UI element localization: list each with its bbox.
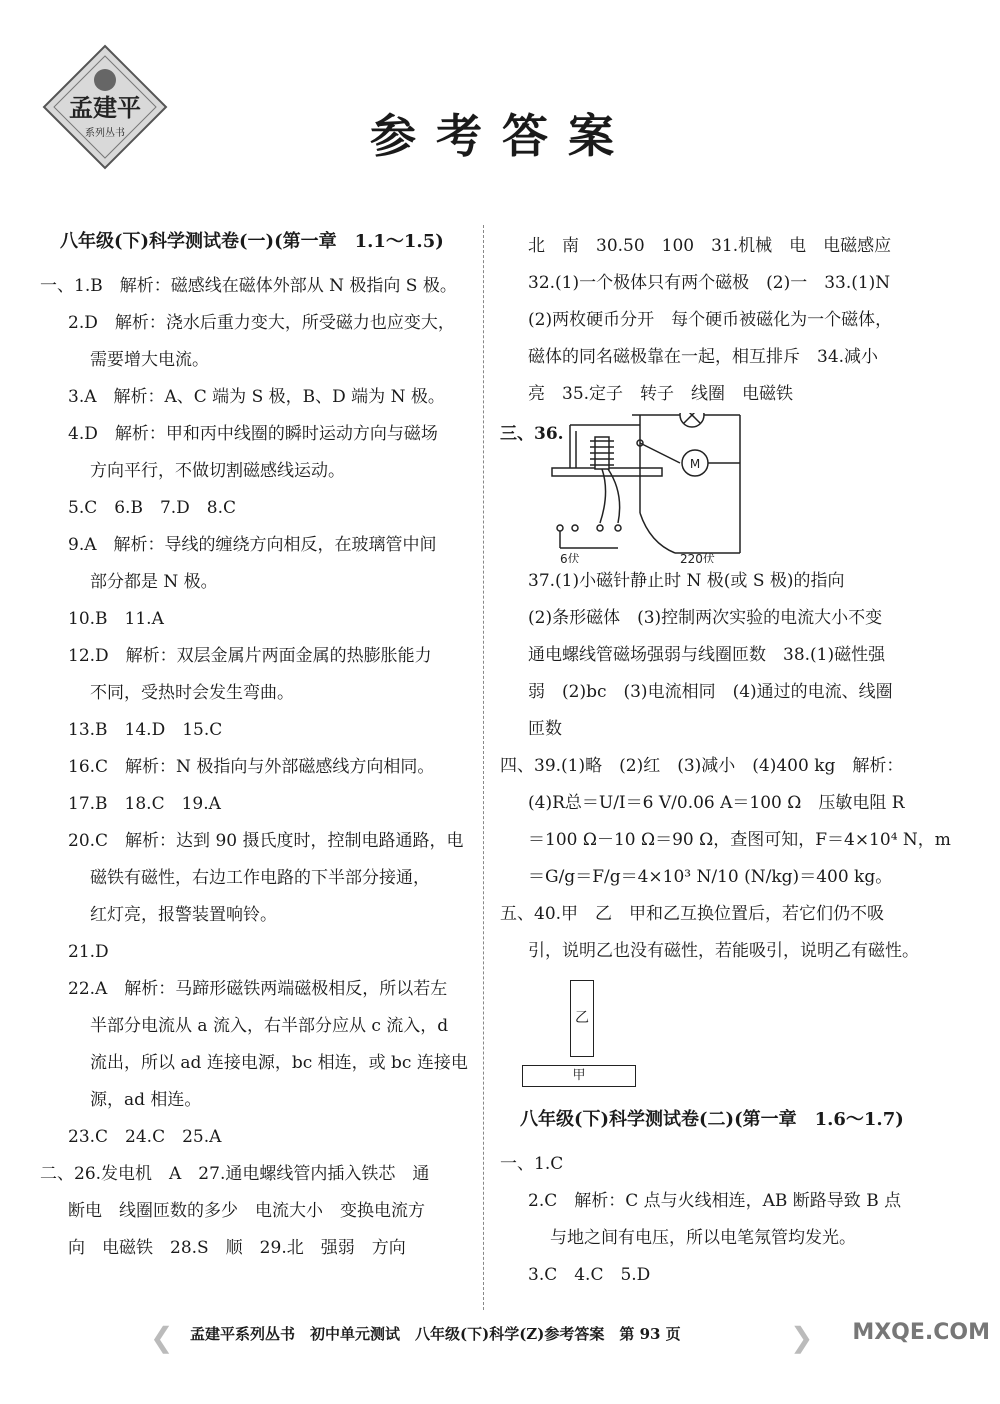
page-footer	[0, 1315, 1000, 1355]
answer-line: 3.C 4.C 5.D	[528, 1265, 651, 1285]
answer-line: (4)R总＝U/I＝6 V/0.06 A＝100 Ω 压敏电阻 R	[528, 793, 905, 813]
motor-label: M	[689, 457, 701, 471]
answer-line: 一、1.B 解析：磁感线在磁体外部从 N 极指向 S 极。	[40, 276, 457, 296]
answer-line: 32.(1)一个极体只有两个磁极 (2)一 33.(1)N	[528, 273, 891, 293]
section-title: 八年级(下)科学测试卷(二)(第一章 1.6～1.7)	[520, 1109, 904, 1130]
answer-line: 一、1.C	[500, 1154, 564, 1174]
answer-line: 5.C 6.B 7.D 8.C	[68, 498, 237, 518]
answer-line: 不同，受热时会发生弯曲。	[90, 683, 294, 703]
answer-line: 17.B 18.C 19.A	[68, 794, 221, 814]
answer-line: 16.C 解析：N 极指向与外部磁感线方向相同。	[68, 757, 435, 777]
answer-line: 向 电磁铁 28.S 顺 29.北 强弱 方向	[68, 1238, 406, 1258]
series-logo	[40, 42, 170, 172]
answer-line: 9.A 解析：导线的缠绕方向相反，在玻璃管中间	[68, 535, 437, 555]
answer-line: 与地之间有电压，所以电笔氖管均发光。	[550, 1228, 856, 1248]
answer-line: (2)两枚硬币分开 每个硬币被磁化为一个磁体，	[528, 310, 893, 330]
chevron-right-icon: ❯	[790, 1321, 814, 1354]
answer-line: 断电 线圈匝数的多少 电流大小 变换电流方	[68, 1201, 425, 1221]
answer-line: 源，ad 相连。	[90, 1090, 202, 1110]
answer-line: 磁体的同名磁极靠在一起，相互排斥 34.减小	[528, 347, 879, 367]
column-divider	[483, 225, 484, 1310]
answer-line: 4.D 解析：甲和丙中线圈的瞬时运动方向与磁场	[68, 424, 438, 444]
answer-line: 2.D 解析：浇水后重力变大，所受磁力也应变大，	[68, 313, 455, 333]
answer-line: 半部分电流从 a 流入，右半部分应从 c 流入，d	[90, 1016, 449, 1036]
svg-text:系列丛书: 系列丛书	[85, 128, 125, 139]
answer-line: 亮 35.定子 转子 线圈 电磁铁	[528, 384, 794, 404]
answer-line: 北 南 30.50 100 31.机械 电 电磁感应	[528, 236, 892, 256]
answer-line: 通电螺线管磁场强弱与线圈匝数 38.(1)磁性强	[528, 645, 886, 665]
page-title: 参考答案	[370, 109, 634, 163]
answer-line: 20.C 解析：达到 90 摄氏度时，控制电路通路，电	[68, 831, 464, 851]
answer-line: 引，说明乙也没有磁性，若能吸引，说明乙有磁性。	[528, 941, 919, 961]
answer-line: 四、39.(1)略 (2)红 (3)减小 (4)400 kg 解析：	[500, 756, 904, 776]
svg-text:孟建平: 孟建平	[69, 93, 141, 122]
magnet-jia: 甲	[522, 1065, 636, 1087]
answer-line: 23.C 24.C 25.A	[68, 1127, 222, 1147]
high-voltage-label: 220伏	[680, 552, 715, 563]
answer-line: (2)条形磁体 (3)控制两次实验的电流大小不变	[528, 608, 883, 628]
watermark: MXQE.COM	[852, 1320, 990, 1345]
answer-line: 流出，所以 ad 连接电源，bc 相连，或 bc 连接电	[90, 1053, 468, 1073]
answer-line: 22.A 解析：马蹄形磁铁两端磁极相反，所以若左	[68, 979, 448, 999]
answer-line: ＝G/g＝F/g＝4×10³ N/10 (N/kg)＝400 kg。	[528, 867, 893, 887]
answer-line: 3.A 解析：A、C 端为 S 极，B、D 端为 N 极。	[68, 387, 445, 407]
answer-line: 方向平行，不做切割磁感线运动。	[90, 461, 345, 481]
left-column	[40, 228, 470, 1267]
answer-line: 21.D	[68, 942, 109, 962]
right-column	[500, 228, 951, 1294]
answer-line: 13.B 14.D 15.C	[68, 720, 223, 740]
answer-line: 磁铁有磁性，右边工作电路的下半部分接通，	[90, 868, 430, 888]
q36-figure	[500, 413, 940, 563]
answer-line: 10.B 11.A	[68, 609, 164, 629]
chevron-left-icon: ❮	[150, 1321, 174, 1354]
answer-line: 五、40.甲 乙 甲和乙互换位置后，若它们仍不吸	[500, 904, 885, 924]
answer-line: ＝100 Ω－10 Ω＝90 Ω，查图可知，F＝4×10⁴ N，m	[528, 830, 951, 850]
circuit-diagram	[540, 413, 920, 563]
answer-line: 37.(1)小磁针静止时 N 极(或 S 极)的指向	[528, 571, 845, 591]
magnet-yi: 乙	[570, 980, 594, 1057]
answer-line: 匝数	[528, 719, 562, 739]
answer-line: 2.C 解析：C 点与火线相连，AB 断路导致 B 点	[528, 1191, 902, 1211]
low-voltage-label: 6伏	[560, 552, 580, 563]
footer-text: 孟建平系列丛书 初中单元测试 八年级(下)科学(Z)参考答案 第 93 页	[190, 1325, 681, 1343]
answer-line: 部分都是 N 极。	[90, 572, 218, 592]
answer-line: 弱 (2)bc (3)电流相同 (4)通过的电流、线圈	[528, 682, 893, 702]
answer-line: 红灯亮，报警装置响铃。	[90, 905, 277, 925]
answer-line: 需要增大电流。	[90, 350, 209, 370]
answer-line: 12.D 解析：双层金属片两面金属的热膨胀能力	[68, 646, 432, 666]
q40-figure	[500, 970, 940, 1100]
answer-line: 二、26.发电机 A 27.通电螺线管内插入铁芯 通	[40, 1164, 430, 1184]
section-title: 八年级(下)科学测试卷(一)(第一章 1.1～1.5)	[60, 231, 444, 252]
q36-label: 三、36.	[500, 424, 564, 444]
